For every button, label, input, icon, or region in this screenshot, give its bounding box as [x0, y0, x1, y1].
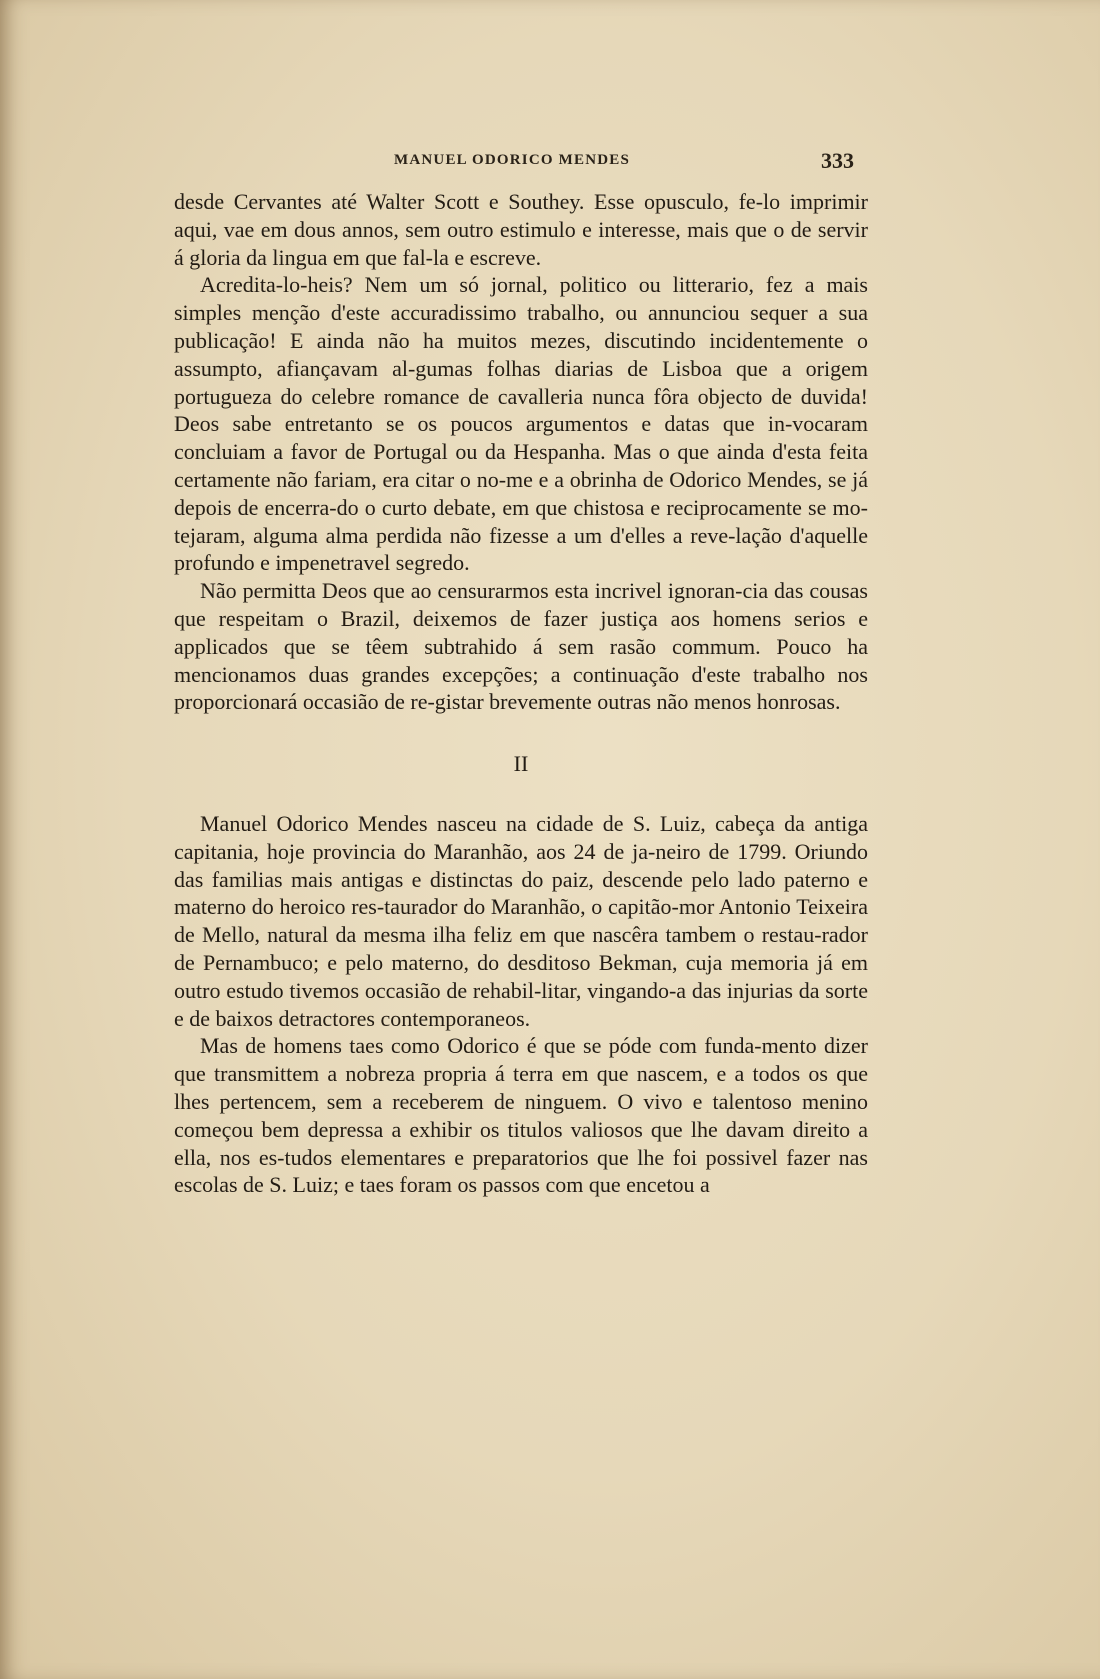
page-header: [174, 148, 854, 178]
paragraph: desde Cervantes até Walter Scott e Southey. Esse opusculo, fe-lo imprimir aqui, vae em dous annos, sem outro estimulo e interesse, mais que o de servir á gloria da lingua em que fal-la e escreve.: [174, 189, 868, 270]
section-heading: II: [513, 751, 529, 777]
paragraph: Não permitta Deos que ao censurarmos esta incrivel ignoran-cia das cousas que respeitam o Brazil, deixemos de fazer justiça aos homens serios e applicados que se têem subtrahido á sem rasão commum. Pouco ha mencionamos duas grandes excepções; a continuação d'este trabalho nos proporcionará occasião de re-gistar brevemente outras não menos honrosas.: [174, 578, 868, 715]
body-text: [174, 188, 868, 1199]
paragraph: Acredita-lo-heis? Nem um só jornal, politico ou litterario, fez a mais simples menção d'este accuradissimo trabalho, ou annunciou sequer a sua publicação! E ainda não ha muitos mezes, discutindo incidentemente o assumpto, afiançavam al-gumas folhas diarias de Lisboa que a origem portugueza do celebre romance de cavalleria nunca fôra objecto de duvida! Deos sabe entretanto se os poucos argumentos e datas que in-vocaram concluiam a favor de Portugal ou da Hespanha. Mas o que ainda d'esta feita certamente não fariam, era citar o no-me e a obrinha de Odorico Mendes, se já depois de encerra-do o curto debate, em que chistosa e reciprocamente se mo-tejaram, alguma alma perdida não fizesse a um d'elles a reve-lação d'aquelle profundo e impenetravel segredo.: [174, 272, 868, 576]
page-number: 333: [821, 148, 854, 173]
running-title: MANUEL ODORICO MENDES: [394, 152, 631, 168]
paragraph: Mas de homens taes como Odorico é que se póde com funda-mento dizer que transmittem a nobreza propria á terra em que nascem, e a todos os que lhes pertencem, sem a receberem de ninguem. O vivo e talentoso menino começou bem depressa a exhibir os titulos valiosos que lhe davam direito a ella, nos es-tudos elementares e preparatorios que lhe foi possivel fazer nas escolas de S. Luiz; e taes foram os passos com que encetou a: [174, 1033, 868, 1198]
paragraph: Manuel Odorico Mendes nasceu na cidade de S. Luiz, cabeça da antiga capitania, hoje provincia do Maranhão, aos 24 de ja-neiro de 1799. Oriundo das familias mais antigas e distinctas do paiz, descende pelo lado paterno e materno do heroico res-taurador do Maranhão, o capitão-mor Antonio Teixeira de Mello, natural da mesma ilha feliz em que nascêra tambem o restau-rador de Pernambuco; e pelo materno, do desditoso Bekman, cuja memoria já em outro estudo tivemos occasião de rehabil-litar, vingando-a das injurias da sorte e de baixos detractores contemporaneos.: [174, 810, 868, 1031]
